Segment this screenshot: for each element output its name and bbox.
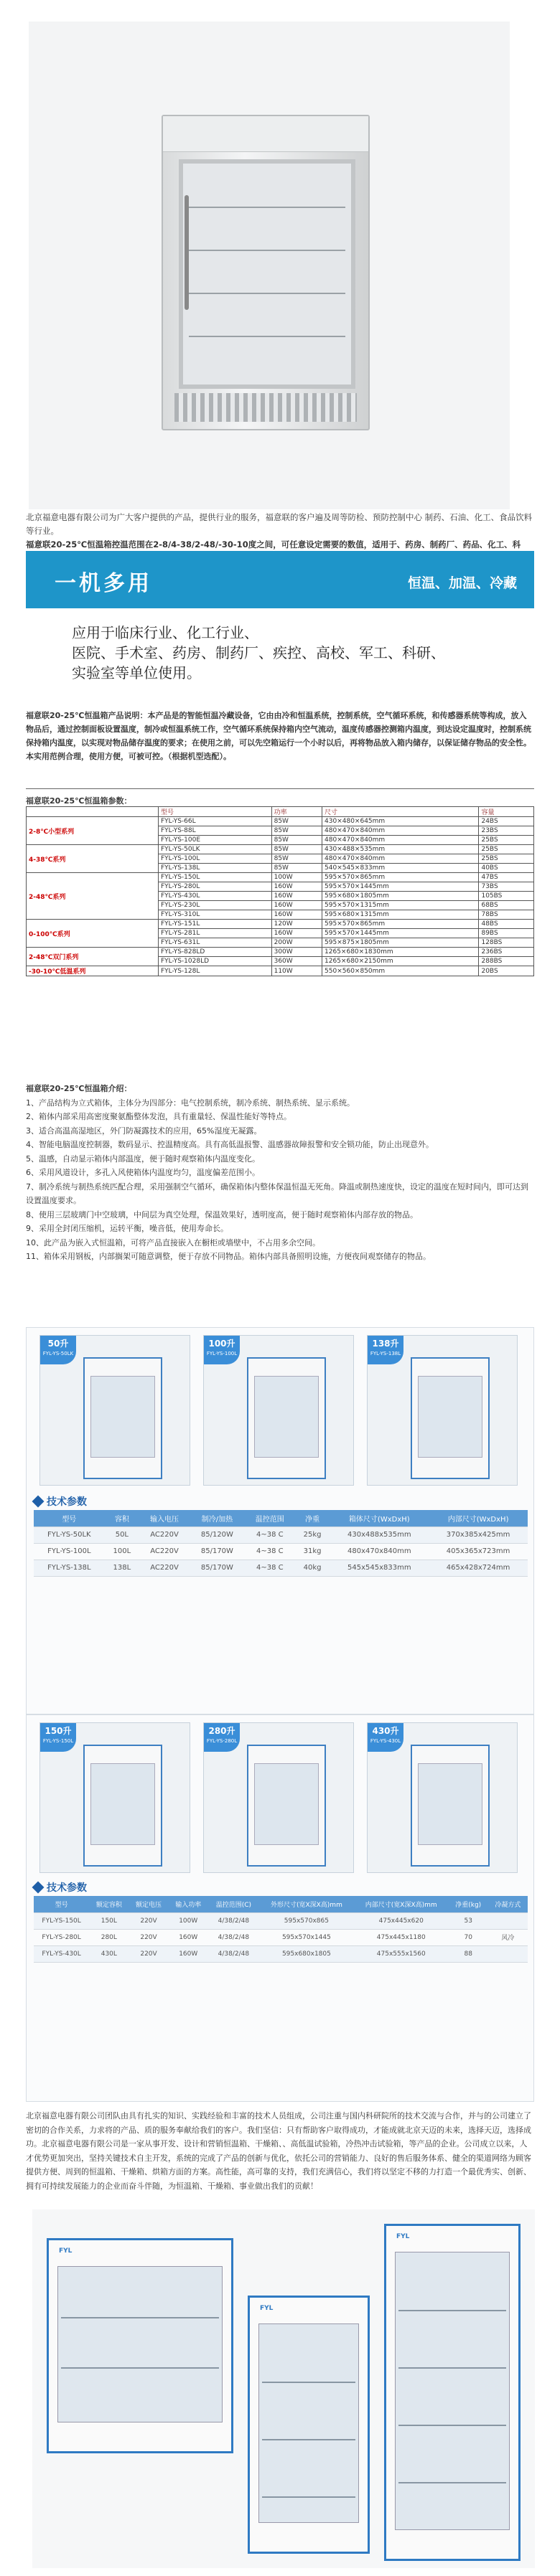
table-row: 4-38℃系列 FYL-YS-50LK 85W 430×488×535mm 25BS bbox=[27, 845, 534, 854]
table-row: FYL-YS-430L 160W 595×680×1805mm 105BS bbox=[27, 892, 534, 901]
application-list: 应用于临床行业、化工行业、 医院、手术室、药房、制药厂、疾控、高校、军工、科研、 实验室等单位使用。 bbox=[72, 624, 445, 681]
tech-params-heading-2: 技术参数 bbox=[34, 1880, 87, 1895]
company-profile: 北京福意电器有限公司团队由具有扎实的知识、实践经验和丰富的技术人员组成，公司注重与国内科研院所的技术交流与合作，并与的公司建立了密切的合作关系，力求将的产品、质的服务奉献给我们的客户。我们坚信：只有帮助客户取得成功，才能成就北京天迈的未来，选择天迈，选择成功。北京福意电器有限公司是一家从事开发、设计和营销恒温箱、干燥箱、、高低温试验箱，冷热冲击试验箱，等产品的企业。公司成立以来，人才优势更加突出，坚持关键技术自主开发，系统的完成了产品的创新与优化，依托公司的营销能力、良好的售后服务体系、健全的渠道网络为顾客提供方便、周到的恒温箱、干燥箱、烘箱方面的方案。高性能，高可靠的支持，我们充满信心，我们将以坚定不移的力打造一个最优秀实、创新、拥有可持续发展能力的企业而奋斗伴随，为恒温箱、干燥箱、事业做出我们的贡献！ bbox=[26, 2111, 531, 2191]
capacity-badge: 430升 FYL-YS-430L bbox=[368, 1723, 403, 1752]
capacity-badge: 50升 FYL-YS-50LK bbox=[40, 1336, 76, 1364]
tech-params-heading: 技术参数 bbox=[34, 1494, 87, 1509]
table-row: FYL-YS-88L 85W 480×470×840mm 23BS bbox=[27, 826, 534, 836]
table-row: FYL-YS-100L 85W 480×470×840mm 25BS bbox=[27, 854, 534, 864]
table-row: FYL-YS-150L 150L 220V 100W 4/38/2/48 595x570x865 475x445x620 53 bbox=[34, 1912, 528, 1929]
tech-params-table-2: 型号 额定容积 额定电压 输入功率 温控范围(C) 外形尺寸(宽X深X高)mm 内部尺寸(宽X深X高)mm 净重(kg) 冷凝方式 FYL-YS-150L 150L 220V 100W 4/38/2/48 595x570x865 475x445x620 53 FYL-YS-280L 280L 220V 160W 4/38/2/48 595x570x1445 475x445x1180 70 风冷 FYL-YS-430L 430L 220V 160W 4/38/2/48 595x680x1805 475x555x1560 88 bbox=[34, 1896, 528, 1963]
feature-list: 福意联20-25℃恒温箱介绍： 1、产品结构为立式箱体，主体分为四部分：电气控制系统，制冷系统、制热系统、显示系统。 2、箱体内部采用高密度聚氨酯整体发泡，具有重量轻、保温性能好等特点。 3、适合高温高湿地区，外门防凝露技术的应用，65%湿度无凝露。 4、智能电脑温度控制器，数码显示、控温精度高。具有高低温报警、温感器故障报警和安全锁功能，防止出现意外。 5、温感，自动显示箱体内部温度，便于随时观察箱体内温度变化。 6、采用风道设计，多孔入风使箱体内温度均匀，温度偏差范围小。 7、制冷系统与制热系统匹配合理，采用强制空气循环，确保箱体内整体保温恒温无死角。降温或制热速度快，设定的温度在短时间内，即可达到设置温度要求。 8、使用三层玻璃门中空玻璃，中间层为真空处理，保温效果好，透明度高，便于随时观察箱体内部存放的物品。 9、采用全封闭压缩机，运转平衡，噪音低，使用寿命长。 10、此产品为嵌入式恒温箱，可将产品直接嵌入在橱柜或墙壁中，不占用多余空间。 11、箱体采用钢板，内部搁架可随意调整，便于存放不同物品。箱体内部具备照明设施，方便夜间观察储存的物品。 bbox=[26, 1082, 534, 1264]
table-row: FYL-YS-138L 85W 540×545×833mm 40BS bbox=[27, 864, 534, 873]
table-row: FYL-YS-100E 85W 480×470×840mm 25BS bbox=[27, 836, 534, 845]
capacity-badge: 100升 FYL-YS-100L bbox=[204, 1336, 240, 1364]
feature-item: 10、此产品为嵌入式恒温箱，可将产品直接嵌入在橱柜或墙壁中，不占用多余空间。 bbox=[26, 1237, 320, 1247]
table-row: FYL-YS-280L 280L 220V 160W 4/38/2/48 595x570x1445 475x445x1180 70 风冷 bbox=[34, 1929, 528, 1945]
large-incubator-photo: FYL bbox=[384, 2224, 521, 2561]
table-row: -30-10℃低温系列 FYL-YS-128L 110W 550×560×850mm 20BS bbox=[27, 966, 534, 976]
feature-item: 3、适合高温高湿地区，外门防凝露技术的应用，65%湿度无凝露。 bbox=[26, 1126, 262, 1136]
product-thumbnail bbox=[203, 1335, 354, 1486]
table-row: FYL-YS-50LK 50L AC220V 85/120W 4~38 C 25kg 430x488x535mm 370x385x425mm bbox=[34, 1527, 528, 1543]
table-row: FYL-YS-1028LD 360W 1265×680×2150mm 288BS bbox=[27, 957, 534, 966]
capacity-badge: 138升 FYL-YS-138L bbox=[368, 1336, 403, 1364]
hero-product-image bbox=[29, 22, 510, 509]
feature-item: 1、产品结构为立式箱体，主体分为四部分：电气控制系统，制冷系统、制热系统、显示系统。 bbox=[26, 1098, 355, 1108]
table-row: FYL-YS-281L 160W 595×570×1445mm 89BS bbox=[27, 929, 534, 938]
divider bbox=[26, 788, 534, 789]
feature-item: 6、采用风道设计，多孔入风使箱体内温度均匀，温度偏差范围小。 bbox=[26, 1168, 260, 1177]
medium-incubator-photo: FYL bbox=[248, 2296, 370, 2554]
tech-params-table-1: 型号 容积 输入电压 制冷/加热 温控范围 净重 箱体尺寸(WxDxH) 内部尺寸(WxDxH) FYL-YS-50LK 50L AC220V 85/120W 4~38 C 25kg 430x488x535mm 370x385x425mm FYL-YS-100L 100L AC220V 85/170W 4~38 C 31kg 480x470x840mm 405x365x723mm FYL-YS-138L 138L AC220V 85/170W 4~38 C 40kg 545x545x833mm 465x428x724mm bbox=[34, 1510, 528, 1577]
product-photo-group bbox=[32, 2209, 535, 2568]
feature-item: 2、箱体内部采用高密度聚氨酯整体发泡，具有重量轻、保温性能好等特点。 bbox=[26, 1112, 291, 1121]
product-showcase bbox=[26, 1327, 534, 1714]
product-thumbnail bbox=[367, 1335, 518, 1486]
feature-item: 7、制冷系统与制热系统匹配合理，采用强制空气循环，确保箱体内整体保温恒温无死角。降温或制热速度快，设定的温度在短时间内，即可达到设置温度要求。 bbox=[26, 1181, 528, 1205]
product-description: 福意联20-25℃恒温箱产品说明：本产品是的智能恒温冷藏设备，它由由冷和恒温系统，控制系统，空气循环系统，和传感器系统等构成，放入物品后，通过控制面板设置温度，制冷或恒温系统工作，空气循环系统保持箱内空气流动，温度传感器控测箱内温度，到达设定温度时，控制系统保持箱内温度，以实现对物品储存温度的要求；在使用之前，可以先空箱运行一个小时以后，再将物品放入箱内储存，以保证储存物品的安全性。本实用范例合理，使用方便，可被可控。（根据机型选配）。 bbox=[26, 711, 531, 761]
banner-subtitle: 恒温、加温、冷藏 bbox=[407, 575, 517, 591]
table-row: FYL-YS-310L 160W 595×680×1315mm 78BS bbox=[27, 910, 534, 920]
feature-item: 9、采用全封闭压缩机，运转平衡，噪音低，使用寿命长。 bbox=[26, 1224, 228, 1233]
product-thumbnail bbox=[39, 1722, 190, 1873]
feature-item: 8、使用三层玻璃门中空玻璃，中间层为真空处理，保温效果好，透明度高，便于随时观察箱体内部存放的物品。 bbox=[26, 1209, 418, 1219]
parameter-table: 型号 功率 尺寸 容量 2-8℃小型系列 FYL-YS-66L 85W 430×480×645mm 24BS FYL-YS-88L 85W 480×470×840mm 23BS FYL-YS-100E 85W 480×470×840mm 25BS 4-38℃系列 FYL-YS-50LK 85W 430×488×535mm 25BS FYL-YS-100L 85W 480×470×840mm 25BS FYL-YS-138L 85W 540×545×833mm 40BS 2-48℃系列 FYL-YS-150L 100W 595×570×865mm 47BS FYL-YS-280L 160W 595×570×1445mm 73BS FYL-YS-430L 160W 595×680×1805mm 105BS FYL-YS-230L 160W 595×570×1315mm 68BS FYL-YS-310L 160W 595×680×1315mm 78BS 0-100℃系列 FYL-YS-151L 120W 595×570×865mm 48BS FYL-YS-281L 160W 595×570×1445mm 89BS FYL-YS-631L 200W 595×875×1805mm 128BS 2-48℃双门系列 FYL-YS-828LD 300W 1265×680×1830mm 236BS FYL-YS-1028LD 360W 1265×680×2150mm 288BS -30-10℃低温系列 FYL-YS-128L 110W 550×560×850mm 20BS bbox=[26, 806, 534, 976]
table-row: 2-48℃系列 FYL-YS-150L 100W 595×570×865mm 47BS bbox=[27, 873, 534, 882]
table-row: FYL-YS-631L 200W 595×875×1805mm 128BS bbox=[27, 938, 534, 948]
table-row: 2-8℃小型系列 FYL-YS-66L 85W 430×480×645mm 24BS bbox=[27, 817, 534, 826]
product-showcase-2 bbox=[26, 1714, 534, 2102]
table-row: 2-48℃双门系列 FYL-YS-828LD 300W 1265×680×1830mm 236BS bbox=[27, 948, 534, 957]
capacity-badge: 150升 FYL-YS-150L bbox=[40, 1723, 76, 1752]
table-row: FYL-YS-230L 160W 595×570×1315mm 68BS bbox=[27, 901, 534, 910]
feature-item: 4、智能电脑温度控制器，数码显示、控温精度高。具有高低温报警、温感器故障报警和安全锁功能，防止出现意外。 bbox=[26, 1140, 434, 1149]
table-row: FYL-YS-138L 138L AC220V 85/170W 4~38 C 40kg 545x545x833mm 465x428x724mm bbox=[34, 1560, 528, 1576]
multi-use-banner bbox=[26, 551, 534, 608]
intro-text: 北京福意电器有限公司为广大客户提供的产品，提供行业的服务，福意联的客户遍及周等防检、预防控制中心 制药、石油、化工、食品饮料等行业。 福意联20-25℃恒温箱控温范围在2-8/4-38/2-48/-30-10度之间，可任意设定需要的数值，适用于、药房、制药厂、药品、化工、科 bbox=[26, 512, 533, 549]
param-title: 福意联20-25℃恒温箱参数： bbox=[26, 796, 132, 806]
product-thumbnail bbox=[203, 1722, 354, 1873]
table-row: 0-100℃系列 FYL-YS-151L 120W 595×570×865mm 48BS bbox=[27, 920, 534, 929]
table-row: FYL-YS-100L 100L AC220V 85/170W 4~38 C 31kg 480x470x840mm 405x365x723mm bbox=[34, 1543, 528, 1560]
feature-item: 5、温感，自动显示箱体内部温度，便于随时观察箱体内温度变化。 bbox=[26, 1153, 260, 1164]
table-row: FYL-YS-280L 160W 595×570×1445mm 73BS bbox=[27, 882, 534, 892]
feature-item: 11、箱体采用钢板，内部搁架可随意调整，便于存放不同物品。箱体内部具备照明设施，方便夜间观察储存的物品。 bbox=[26, 1252, 431, 1261]
capacity-badge: 280升 FYL-YS-280L bbox=[204, 1723, 240, 1752]
banner-title: 一机多用 bbox=[55, 571, 152, 596]
product-thumbnail bbox=[39, 1335, 190, 1486]
product-thumbnail bbox=[367, 1722, 518, 1873]
small-incubator-photo: FYL bbox=[47, 2238, 233, 2453]
incubator-illustration bbox=[162, 115, 370, 430]
table-row: FYL-YS-430L 430L 220V 160W 4/38/2/48 595x680x1805 475x555x1560 88 bbox=[34, 1945, 528, 1962]
